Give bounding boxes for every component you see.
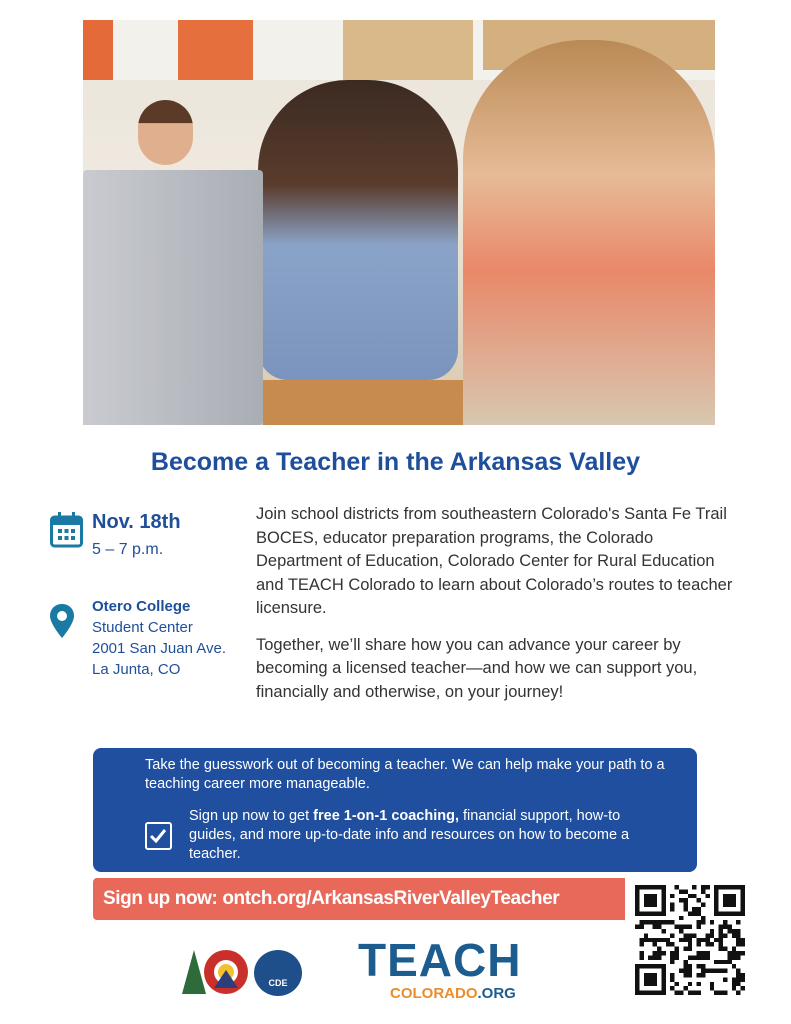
event-date: Nov. 18th <box>92 511 181 533</box>
teach-sub-b: .ORG <box>477 985 516 1002</box>
checkbox-icon <box>145 822 172 850</box>
callout-signup <box>189 807 659 864</box>
support-paragraph: Together, we’ll share how you can advance your career by becoming a licensed teacher—and how we can support you, financially and otherwise, on your journey! <box>256 635 698 701</box>
event-time: 5 – 7 p.m. <box>92 541 164 558</box>
signup-link-banner[interactable]: Sign up now: ontch.org/ArkansasRiverValleyTeacher <box>93 878 625 920</box>
intro-paragraph: Join school districts from southeastern Colorado's Santa Fe Trail BOCES, educator preparation programs, the Colorado Department of Education, Colorado Center for Rural Education and TEACH Colorado to learn about Colorado’s routes to teacher licensure. <box>256 505 733 617</box>
cde-logo <box>254 950 302 996</box>
callout-intro: Take the guesswork out of becoming a teacher. We can help make your path to a teaching career more manageable. <box>145 757 665 792</box>
cde-logo-text: CDE <box>268 978 288 988</box>
building: Student Center <box>92 619 193 636</box>
page-title: Become a Teacher in the Arkansas Valley <box>150 448 641 476</box>
qr-code[interactable] <box>635 885 745 995</box>
description <box>256 503 736 704</box>
street: 2001 San Juan Ave. <box>92 640 227 657</box>
signup-text: Sign up now to get <box>189 808 314 824</box>
hero-photo <box>83 20 715 425</box>
event-location <box>92 596 226 680</box>
signup-text-end: financial support, how-to guides, and more up-to-date info and resources on how to become a teacher. <box>189 808 630 862</box>
colorado-state-logo <box>180 948 252 998</box>
teach-logo-sub <box>390 985 516 1002</box>
signup-bold: free 1-on-1 coaching, <box>313 808 459 824</box>
location-pin-icon <box>50 604 74 638</box>
teach-sub-a: COLORADO <box>390 985 478 1002</box>
city: La Junta, CO <box>92 661 181 678</box>
teach-logo: TEACH <box>358 934 522 986</box>
calendar-icon <box>50 512 83 548</box>
callout-box <box>93 748 697 872</box>
venue: Otero College <box>92 598 191 615</box>
